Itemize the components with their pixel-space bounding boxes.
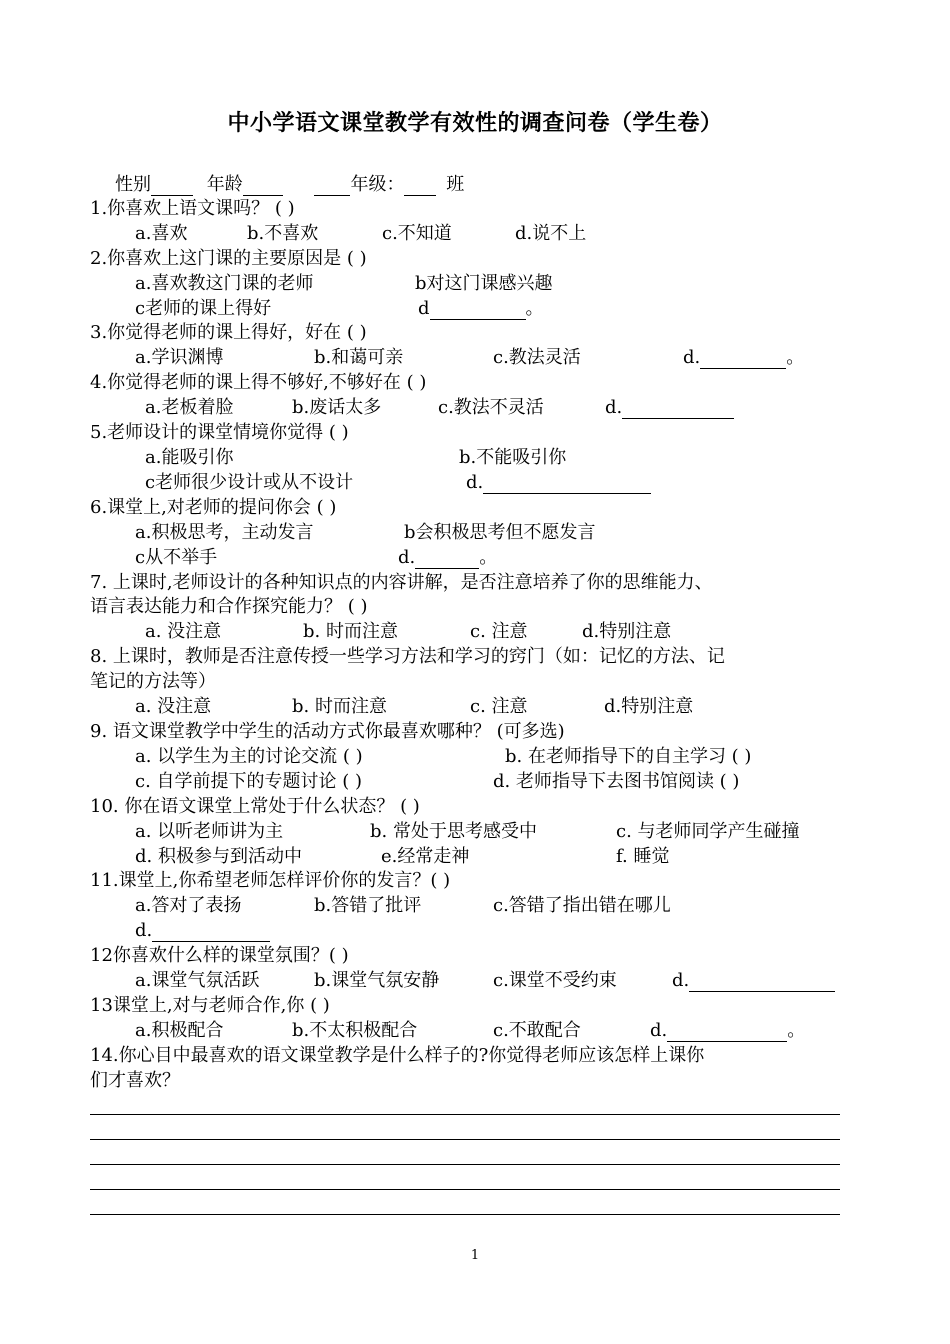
- q2-option-a[interactable]: a.喜欢教这门课的老师: [135, 273, 314, 294]
- q2-option-d-end: 。: [525, 298, 544, 319]
- q6-option-b[interactable]: b会积极思考但不愿发言: [404, 522, 596, 543]
- q4-option-b[interactable]: b.废话太多: [292, 397, 382, 418]
- page-title: 中小学语文课堂教学有效性的调查问卷（学生卷）: [227, 111, 723, 136]
- q1-option-b[interactable]: b.不喜欢: [247, 223, 319, 244]
- q13-option-d-end: 。: [787, 1020, 806, 1041]
- class-blank[interactable]: [404, 177, 436, 196]
- question-12: 12你喜欢什么样的课堂氛围？( ): [90, 945, 349, 966]
- answer-line[interactable]: [90, 1114, 840, 1115]
- q6-option-d-end: 。: [479, 547, 498, 568]
- q1-option-d[interactable]: d.说不上: [515, 223, 587, 244]
- q3-option-a[interactable]: a.学识渊博: [135, 347, 224, 368]
- question-13: 13课堂上,对与老师合作,你 ( ): [90, 995, 330, 1016]
- class-label: 班: [446, 174, 465, 195]
- age-label: 年龄: [206, 174, 243, 195]
- student-info-line: [115, 174, 464, 196]
- q13-d-blank[interactable]: [667, 1023, 787, 1042]
- q9-option-d[interactable]: d. 老师指导下去图书馆阅读 ( ): [493, 771, 740, 792]
- q11-option-d[interactable]: [135, 920, 270, 942]
- q3-option-d-end: 。: [786, 347, 805, 368]
- q11-option-c[interactable]: c.答错了指出错在哪儿: [493, 895, 671, 916]
- q7-option-d[interactable]: d.特别注意: [582, 621, 672, 642]
- q4-option-d-label: d.: [605, 397, 623, 418]
- question-14-line-2: 们才喜欢？: [90, 1070, 180, 1091]
- q13-option-a[interactable]: a.积极配合: [135, 1020, 224, 1041]
- q5-option-b[interactable]: b.不能吸引你: [459, 447, 567, 468]
- q12-d-blank[interactable]: [689, 973, 835, 992]
- q1-option-c[interactable]: c.不知道: [382, 223, 452, 244]
- answer-line[interactable]: [90, 1164, 840, 1165]
- question-1: 1.你喜欢上语文课吗？ ( ): [90, 198, 295, 219]
- q5-option-d-label: d.: [466, 472, 484, 493]
- q3-option-b[interactable]: b.和蔼可亲: [314, 347, 404, 368]
- question-6: 6.课堂上,对老师的提问你会 ( ): [90, 497, 337, 518]
- q2-option-d-label: d: [418, 298, 430, 319]
- q3-option-c[interactable]: c.教法灵活: [493, 347, 581, 368]
- q6-d-blank[interactable]: [415, 550, 479, 569]
- gender-label: 性别: [115, 174, 151, 195]
- q10-option-d[interactable]: d. 积极参与到活动中: [135, 846, 302, 867]
- q7-option-b[interactable]: b. 时而注意: [303, 621, 398, 642]
- question-14-line-1: 14.你心目中最喜欢的语文课堂教学是什么样子的?你觉得老师应该怎样上课你: [90, 1045, 705, 1066]
- q12-option-d[interactable]: [672, 970, 835, 992]
- question-8-line-2: 笔记的方法等）: [90, 671, 216, 692]
- q2-option-b[interactable]: b对这门课感兴趣: [415, 273, 553, 294]
- q13-option-b[interactable]: b.不太积极配合: [292, 1020, 418, 1041]
- question-9: 9. 语文课堂教学中学生的活动方式你最喜欢哪种？ (可多选): [90, 721, 565, 742]
- q11-option-a[interactable]: a.答对了表扬: [135, 895, 242, 916]
- q9-option-c[interactable]: c. 自学前提下的专题讨论 ( ): [135, 771, 363, 792]
- q1-option-a[interactable]: a.喜欢: [135, 223, 188, 244]
- q13-option-c[interactable]: c.不敢配合: [493, 1020, 581, 1041]
- q8-option-d[interactable]: d.特别注意: [604, 696, 694, 717]
- q9-option-a[interactable]: a. 以学生为主的讨论交流 ( ): [135, 746, 363, 767]
- question-3: 3.你觉得老师的课上得好，好在 ( ): [90, 322, 367, 343]
- q5-option-c[interactable]: c老师很少设计或从不设计: [145, 472, 354, 493]
- q10-option-a[interactable]: a. 以听老师讲为主: [135, 821, 284, 842]
- q6-option-c[interactable]: c从不举手: [135, 547, 218, 568]
- q2-option-d[interactable]: [418, 298, 544, 320]
- q10-option-b[interactable]: b. 常处于思考感受中: [370, 821, 537, 842]
- grade-blank[interactable]: [314, 177, 350, 196]
- q4-option-c[interactable]: c.教法不灵活: [438, 397, 544, 418]
- q2-option-c[interactable]: c老师的课上得好: [135, 298, 272, 319]
- q12-option-b[interactable]: b.课堂气氛安静: [314, 970, 440, 991]
- q10-option-f[interactable]: f. 睡觉: [616, 846, 670, 867]
- q5-option-a[interactable]: a.能吸引你: [145, 447, 234, 468]
- page-number: 1: [470, 1248, 480, 1263]
- question-11: 11.课堂上,你希望老师怎样评价你的发言？( ): [90, 870, 451, 891]
- question-7-line-2: 语言表达能力和合作探究能力？ ( ): [90, 596, 368, 617]
- question-7-line-1: 7. 上课时,老师设计的各种知识点的内容讲解，是否注意培养了你的思维能力、: [90, 572, 713, 593]
- grade-label: 年级：: [350, 174, 405, 195]
- q13-option-d[interactable]: [650, 1020, 805, 1042]
- q9-option-b[interactable]: b. 在老师指导下的自主学习 ( ): [505, 746, 752, 767]
- answer-line[interactable]: [90, 1189, 840, 1190]
- q8-option-a[interactable]: a. 没注意: [135, 696, 212, 717]
- q3-option-d[interactable]: [683, 347, 804, 369]
- question-4: 4.你觉得老师的课上得不够好,不够好在 ( ): [90, 372, 427, 393]
- q8-option-c[interactable]: c. 注意: [470, 696, 528, 717]
- question-10: 10. 你在语文课堂上常处于什么状态？ ( ): [90, 796, 420, 817]
- q12-option-c[interactable]: c.课堂不受约束: [493, 970, 617, 991]
- q6-option-d[interactable]: [398, 547, 497, 569]
- question-2: 2.你喜欢上这门课的主要原因是 ( ): [90, 248, 367, 269]
- q11-option-b[interactable]: b.答错了批评: [314, 895, 422, 916]
- q8-option-b[interactable]: b. 时而注意: [292, 696, 387, 717]
- q11-d-blank[interactable]: [152, 923, 270, 942]
- q7-option-c[interactable]: c. 注意: [470, 621, 528, 642]
- q4-option-d[interactable]: [605, 397, 734, 419]
- q2-d-blank[interactable]: [430, 301, 526, 320]
- q5-option-d[interactable]: [466, 472, 651, 494]
- q10-option-c[interactable]: c. 与老师同学产生碰撞: [616, 821, 800, 842]
- q4-option-a[interactable]: a.老板着脸: [145, 397, 234, 418]
- q4-d-blank[interactable]: [622, 400, 734, 419]
- q7-option-a[interactable]: a. 没注意: [145, 621, 222, 642]
- q12-option-a[interactable]: a.课堂气氛活跃: [135, 970, 260, 991]
- q12-option-d-label: d.: [672, 970, 690, 991]
- answer-line[interactable]: [90, 1139, 840, 1140]
- answer-line[interactable]: [90, 1214, 840, 1215]
- q13-option-d-label: d.: [650, 1020, 668, 1041]
- gender-blank[interactable]: [151, 177, 193, 196]
- q10-option-e[interactable]: e.经常走神: [381, 846, 470, 867]
- question-5: 5.老师设计的课堂情境你觉得 ( ): [90, 422, 349, 443]
- age-blank[interactable]: [243, 177, 283, 196]
- question-8-line-1: 8. 上课时，教师是否注意传授一些学习方法和学习的窍门（如：记忆的方法、记: [90, 646, 725, 667]
- q6-option-a[interactable]: a.积极思考，主动发言: [135, 522, 314, 543]
- q3-d-blank[interactable]: [700, 350, 786, 369]
- q6-option-d-label: d.: [398, 547, 416, 568]
- q5-d-blank[interactable]: [483, 475, 651, 494]
- q3-option-d-label: d.: [683, 347, 701, 368]
- q11-option-d-label: d.: [135, 920, 153, 941]
